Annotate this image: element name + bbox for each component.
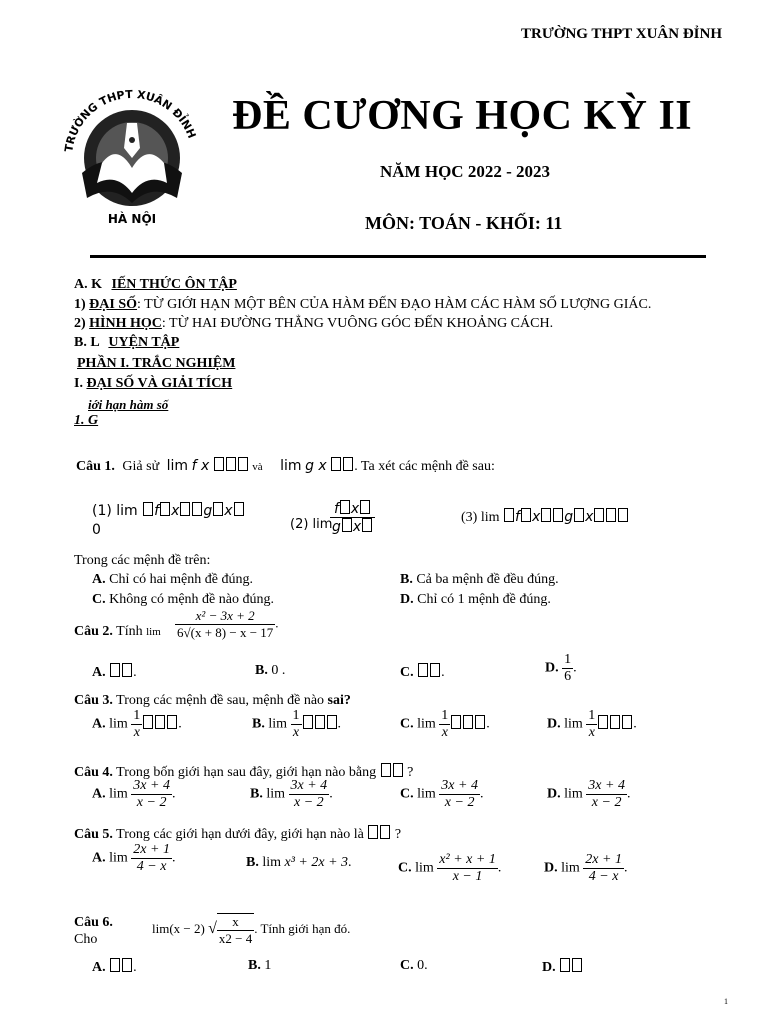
logo-bottom-text: HÀ NỘI: [107, 212, 157, 226]
q1-option-c[interactable]: C. Không có mệnh đề nào đúng.: [92, 592, 274, 607]
question-5: Câu 5. Trong các giới hạn dưới đây, giới hạn nào là ?: [74, 827, 402, 842]
section-b-heading: B. L UYỆN TẬP: [74, 335, 180, 350]
q5-option-b[interactable]: B. lim x³ + 2x + 3.: [246, 855, 352, 870]
q2-option-d[interactable]: D. $\frac{1}{6}$ .: [545, 652, 577, 684]
q3-option-a[interactable]: A. lim $\frac{1}{x}$ .: [92, 708, 182, 740]
subsection-title: iới hạn hàm số: [88, 397, 169, 412]
q5-option-a[interactable]: A. lim $\frac{2x + 1}{4 - x}$ .: [92, 842, 176, 874]
section-a-label: A. K: [74, 277, 102, 292]
q3-option-b[interactable]: B. lim $\frac{1}{x}$ .: [252, 708, 342, 740]
q1-proposition-1: (1) lim f x g x: [92, 502, 245, 519]
q2-option-b[interactable]: B. 0 .: [255, 663, 286, 678]
q1-proposition-1b: 0: [92, 522, 101, 538]
question-4: Câu 4. Trong bốn giới hạn sau đây, giới hạn nào bằng ?: [74, 765, 414, 780]
q4-option-c[interactable]: C. lim $\frac{3x + 4}{x - 2}$ .: [400, 778, 484, 810]
question-2: Câu 2. Tính lim: [74, 624, 161, 639]
question-3: Câu 3. Trong các mệnh đề sau, mệnh đề nào sai?: [74, 693, 351, 708]
header-divider: [90, 255, 706, 258]
q1-proposition-2-fraction: $\frac{\text{f x}}{\text{g x}}$: [330, 500, 375, 535]
q3-option-d[interactable]: D. lim $\frac{1}{x}$ .: [547, 708, 637, 740]
q1-option-a[interactable]: A. Chỉ có hai mệnh đề đúng.: [92, 572, 253, 587]
document-title: ĐỀ CƯƠNG HỌC KỲ II: [232, 93, 693, 139]
page-number: 1: [724, 997, 728, 1006]
q2-option-c[interactable]: C. .: [400, 665, 445, 680]
q3-option-c[interactable]: C. lim $\frac{1}{x}$ .: [400, 708, 490, 740]
q6-option-a[interactable]: A. .: [92, 960, 137, 975]
q5-option-c[interactable]: C. lim $\frac{\text{x² + x + 1}}{x - 1}$ .: [398, 852, 502, 884]
q1-proposition-2: (2) lim: [290, 517, 333, 532]
section-a-title: IẾN THỨC ÔN TẬP: [111, 277, 237, 292]
q6-option-c[interactable]: C. 0.: [400, 958, 428, 973]
subject-line: MÔN: TOÁN - KHỐI: 11: [365, 213, 563, 233]
q6-option-d[interactable]: D.: [542, 958, 583, 976]
outline-item-2-label: HÌNH HỌC: [89, 316, 162, 331]
q1-option-b[interactable]: B. Cả ba mệnh đề đều đúng.: [400, 572, 559, 587]
school-name: TRƯỜNG THPT XUÂN ĐỈNH: [521, 26, 722, 42]
q4-option-a[interactable]: A. lim $\frac{3x + 4}{x - 2}$ .: [92, 778, 176, 810]
q2-option-a[interactable]: A. .: [92, 665, 137, 680]
q5-option-d[interactable]: D. lim $\frac{2x + 1}{4 - x}$ .: [544, 852, 628, 884]
school-year: NĂM HỌC 2022 - 2023: [380, 162, 550, 181]
logo-top-text: TRƯỜNG THPT XUÂN ĐỈNH: [62, 87, 199, 153]
question-6-cho: Cho: [74, 932, 98, 947]
question-1: Câu 1. Giả sử lim f x và lim g x . Ta xét các mệnh đề sau:: [76, 458, 495, 474]
question-6-expression: lim(x − 2) √ $\frac{x}{x2 - 4}$ . Tính giới hạn đó.: [152, 914, 351, 946]
q6-option-b[interactable]: B. 1: [248, 958, 272, 973]
outline-item-1-label: ĐẠI SỐ: [89, 297, 138, 312]
outline-item-1: 1) ĐẠI SỐ: TỪ GIỚI HẠN MỘT BÊN CỦA HÀM ĐẾN ĐẠO HÀM CÁC HÀM SỐ LƯỢNG GIÁC.: [74, 297, 652, 312]
outline-item-2: 2) HÌNH HỌC: TỪ HAI ĐƯỜNG THẲNG VUÔNG GÓC ĐẾN KHOẢNG CÁCH.: [74, 316, 554, 331]
subsection-number: 1. G: [74, 413, 99, 428]
section-a-heading: [74, 277, 237, 293]
q4-option-b[interactable]: B. lim $\frac{3x + 4}{x - 2}$ .: [250, 778, 333, 810]
q1-proposition-3: (3) lim f x g x: [461, 508, 629, 526]
q2-fraction: $\frac{\text{x² − 3x + 2}}{6√(x + 8) - x - 17}$ .: [177, 608, 279, 640]
q1-option-d[interactable]: D. Chỉ có 1 mệnh đề đúng.: [400, 592, 551, 607]
q1-stem: Trong các mệnh đề trên:: [74, 553, 211, 568]
q4-option-d[interactable]: D. lim $\frac{3x + 4}{x - 2}$ .: [547, 778, 631, 810]
school-logo: [52, 78, 212, 228]
question-6-label: Câu 6.: [74, 915, 113, 930]
section-1-heading: I. ĐẠI SỐ VÀ GIẢI TÍCH: [74, 376, 233, 391]
part-1-heading: PHẦN I. TRẮC NGHIỆM: [77, 356, 236, 371]
